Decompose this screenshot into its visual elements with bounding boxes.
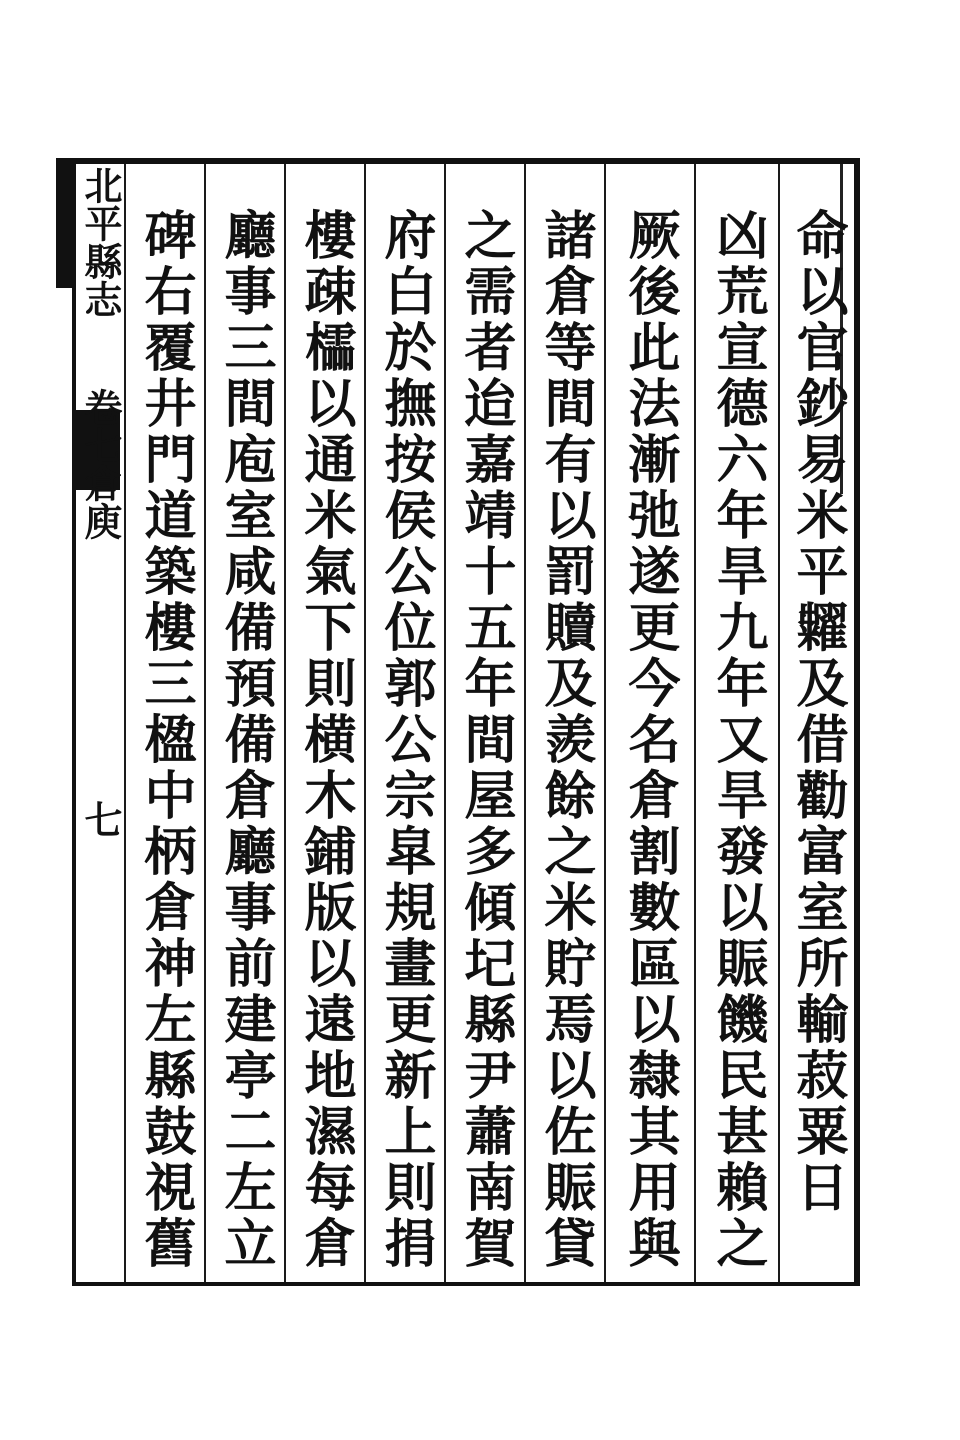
spine-center-strip [76, 166, 124, 1276]
text-column-4: 諸倉等間有以罰贖及羨餘之米貯焉以佐賑貸 [535, 208, 596, 1272]
column-divider [694, 164, 696, 1282]
frame-top-border [72, 158, 860, 164]
text-column-7: 樓疎櫺以通米氣下則横木鋪版以遠地濕每倉 [295, 208, 356, 1272]
text-column-5: 之需者迨嘉靖十五年間屋多傾圮縣尹蕭南賀 [455, 208, 516, 1272]
spine-volume: 卷七 [78, 388, 123, 464]
column-divider [364, 164, 366, 1282]
column-divider [444, 164, 446, 1282]
text-column-9: 碑右覆井門道築樓三楹中柄倉神左縣鼓視舊 [135, 208, 196, 1272]
column-divider [204, 164, 206, 1282]
column-divider [124, 164, 126, 1282]
page-edge-shadow [56, 158, 72, 288]
column-divider [284, 164, 286, 1282]
column-divider [604, 164, 606, 1282]
spine-page-number: 七 [78, 800, 123, 838]
text-column-3: 厥後此法漸弛遂更今名倉割數區以隸其用與 [619, 208, 680, 1272]
frame-right-border [854, 158, 860, 1286]
column-divider [524, 164, 526, 1282]
spine-section: 倉庾 [78, 464, 123, 540]
spine-title: 北平縣志 [78, 166, 123, 318]
text-column-2: 凶荒宣德六年旱九年又旱發以賑饑民甚賴之 [707, 208, 768, 1272]
text-column-1: 命以官鈔易米平糶及借勸富室所輸菽粟日 [787, 208, 848, 1216]
text-column-6: 府白於撫按侯公位郭公宗皐規畫更新上則捐 [375, 208, 436, 1272]
text-column-8: 廳事三間庖室咸備預備倉廳事前建亭二左立 [215, 208, 276, 1272]
